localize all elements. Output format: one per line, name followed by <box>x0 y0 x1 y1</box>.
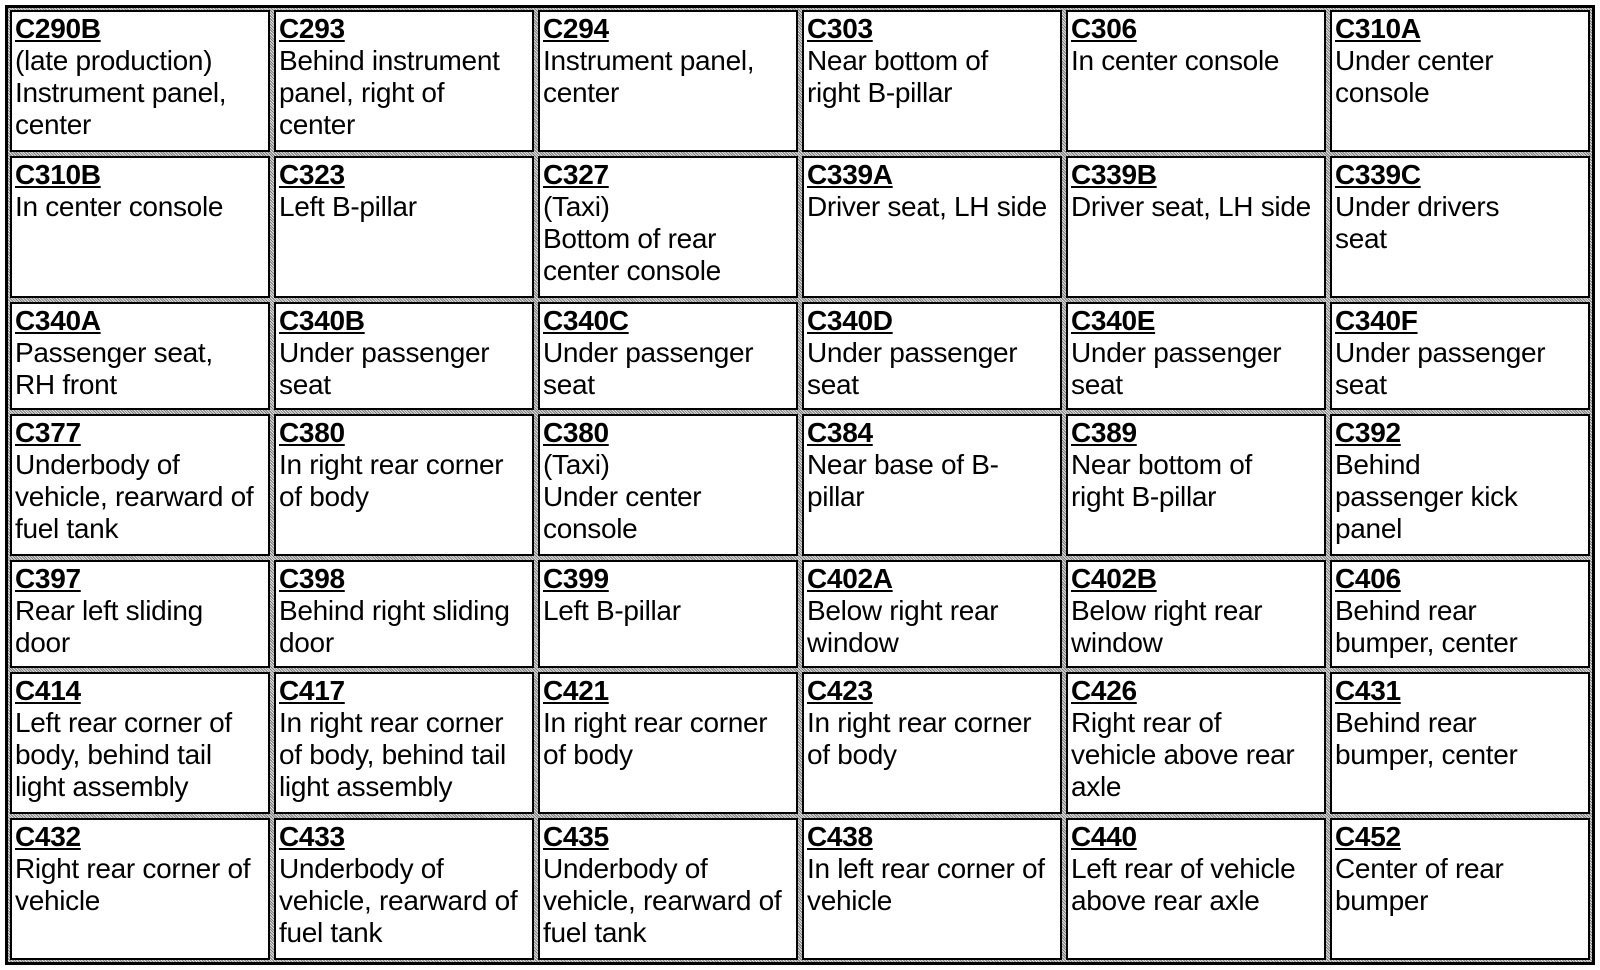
connector-location-line: axle <box>1071 771 1122 802</box>
connector-code: C377 <box>15 417 81 448</box>
table-cell <box>1330 414 1590 556</box>
connector-location-line: door <box>15 627 70 658</box>
table-cell <box>1066 672 1326 814</box>
connector-location-line: of body <box>279 481 369 512</box>
connector-location-line: Driver seat, LH side <box>807 191 1047 222</box>
connector-location-line: In right rear corner <box>279 449 504 480</box>
connector-location-line: Rear left sliding <box>15 595 203 626</box>
table-cell <box>802 818 1062 960</box>
connector-location-line: Instrument panel, <box>543 45 755 76</box>
connector-location-line: Right rear of <box>1071 707 1222 738</box>
connector-location-line: vehicle <box>807 885 893 916</box>
connector-location-line: fuel tank <box>543 917 647 948</box>
connector-location-line: Instrument panel, <box>15 77 227 108</box>
connector-location-line: bumper, center <box>1335 739 1518 770</box>
connector-location-line: In center console <box>15 191 224 222</box>
connector-location-line: console <box>543 513 638 544</box>
connector-location-line: Under passenger <box>807 337 1018 368</box>
connector-location-line: seat <box>1335 223 1387 254</box>
connector-location-line: In center console <box>1071 45 1280 76</box>
connector-code: C323 <box>279 159 345 190</box>
table-cell <box>1066 560 1326 668</box>
connector-location-line: light assembly <box>279 771 453 802</box>
connector-code: C402B <box>1071 563 1157 594</box>
connector-location-line: door <box>279 627 334 658</box>
connector-location-line: Under passenger <box>1071 337 1282 368</box>
connector-location-line: Left B-pillar <box>543 595 681 626</box>
connector-location-line: Center of rear <box>1335 853 1504 884</box>
connector-code: C380 <box>279 417 345 448</box>
connector-location-line: Under center <box>1335 45 1494 76</box>
connector-code: C340A <box>15 305 101 336</box>
table-cell <box>538 10 798 152</box>
table-cell <box>10 818 270 960</box>
connector-location-line: vehicle above rear <box>1071 739 1295 770</box>
connector-location-line: bumper <box>1335 885 1429 916</box>
connector-code: C310B <box>15 159 101 190</box>
table-cell <box>274 672 534 814</box>
table-cell <box>10 560 270 668</box>
connector-code: C339A <box>807 159 893 190</box>
connector-location-line: center <box>543 77 620 108</box>
connector-code: C306 <box>1071 13 1137 44</box>
connector-location-line: window <box>1071 627 1163 658</box>
connector-code: C294 <box>543 13 609 44</box>
connector-location-line: panel <box>1335 513 1403 544</box>
connector-location-line: Behind right sliding <box>279 595 510 626</box>
connector-code: C414 <box>15 675 81 706</box>
connector-location-line: Under passenger <box>279 337 490 368</box>
connector-location-line: Behind <box>1335 449 1421 480</box>
connector-code: C399 <box>543 563 609 594</box>
connector-location-line: Behind rear <box>1335 707 1477 738</box>
connector-code: C397 <box>15 563 81 594</box>
connector-location-line: vehicle, rearward of <box>543 885 782 916</box>
connector-location-line: Bottom of rear <box>543 223 717 254</box>
table-cell <box>538 672 798 814</box>
connector-location-line: Left B-pillar <box>279 191 417 222</box>
connector-code: C452 <box>1335 821 1401 852</box>
connector-location-line: Near bottom of <box>1071 449 1252 480</box>
table-cell <box>538 818 798 960</box>
connector-location-line: RH front <box>15 369 117 400</box>
connector-location-line: Under drivers <box>1335 191 1500 222</box>
connector-location-line: seat <box>1071 369 1123 400</box>
connector-location-line: Below right rear <box>807 595 999 626</box>
table-cell <box>1330 560 1590 668</box>
connector-location-line: vehicle, rearward of <box>279 885 518 916</box>
connector-location-line: Under center <box>543 481 702 512</box>
connector-code: C339C <box>1335 159 1421 190</box>
connector-code: C340C <box>543 305 629 336</box>
table-cell <box>802 672 1062 814</box>
connector-code: C339B <box>1071 159 1157 190</box>
connector-location-line: right B-pillar <box>807 77 953 108</box>
table-cell <box>1330 156 1590 298</box>
connector-location-line: console <box>1335 77 1430 108</box>
connector-location-line: window <box>807 627 899 658</box>
connector-location-line: Behind rear <box>1335 595 1477 626</box>
connector-code: C327 <box>543 159 609 190</box>
connector-location-line: of body <box>543 739 633 770</box>
connector-location-line: vehicle, rearward of <box>15 481 254 512</box>
table-cell <box>274 156 534 298</box>
connector-code: C440 <box>1071 821 1137 852</box>
table-cell <box>1066 818 1326 960</box>
connector-location-line: panel, right of <box>279 77 445 108</box>
connector-code: C310A <box>1335 13 1421 44</box>
connector-code: C398 <box>279 563 345 594</box>
connector-code: C423 <box>807 675 873 706</box>
connector-code: C340D <box>807 305 893 336</box>
connector-location-line: of body <box>807 739 897 770</box>
connector-code: C432 <box>15 821 81 852</box>
connector-code: C431 <box>1335 675 1401 706</box>
connector-code: C303 <box>807 13 873 44</box>
table-cell <box>802 414 1062 556</box>
connector-code: C389 <box>1071 417 1137 448</box>
connector-location-line: Near bottom of <box>807 45 988 76</box>
connector-location-line: seat <box>543 369 595 400</box>
table-cell <box>10 302 270 410</box>
table-cell <box>538 414 798 556</box>
table-cell <box>1066 156 1326 298</box>
connector-code: C293 <box>279 13 345 44</box>
connector-code: C380 <box>543 417 609 448</box>
table-cell <box>274 818 534 960</box>
table-cell <box>1330 302 1590 410</box>
connector-location-line: Underbody of <box>543 853 708 884</box>
connector-location-line: (Taxi) <box>543 191 610 222</box>
connector-location-line: fuel tank <box>15 513 119 544</box>
connector-code: C433 <box>279 821 345 852</box>
connector-location-line: pillar <box>807 481 865 512</box>
table-cell <box>802 560 1062 668</box>
table-cell <box>802 302 1062 410</box>
table-cell <box>10 414 270 556</box>
table-cell <box>538 560 798 668</box>
connector-location-line: of body, behind tail <box>279 739 506 770</box>
connector-location-line: seat <box>279 369 331 400</box>
connector-code: C421 <box>543 675 609 706</box>
connector-location-line: Underbody of <box>15 449 180 480</box>
table-cell <box>538 156 798 298</box>
table-cell <box>274 560 534 668</box>
connector-location-line: (Taxi) <box>543 449 610 480</box>
connector-location-line: right B-pillar <box>1071 481 1217 512</box>
connector-location-line: Below right rear <box>1071 595 1263 626</box>
connector-location-table <box>5 5 1595 965</box>
connector-code: C406 <box>1335 563 1401 594</box>
connector-location-line: Under passenger <box>543 337 754 368</box>
connector-location-line: seat <box>1335 369 1387 400</box>
table-cell <box>802 10 1062 152</box>
connector-location-line: center <box>279 109 356 140</box>
table-cell <box>1330 10 1590 152</box>
table-cell <box>1066 10 1326 152</box>
table-cell <box>1066 414 1326 556</box>
connector-location-line: center <box>15 109 92 140</box>
connector-location-line: Passenger seat, <box>15 337 213 368</box>
connector-location-line: Right rear corner of <box>15 853 251 884</box>
connector-location-line: center console <box>543 255 721 286</box>
table-cell <box>10 156 270 298</box>
connector-code: C438 <box>807 821 873 852</box>
connector-location-line: Driver seat, LH side <box>1071 191 1311 222</box>
connector-code: C290B <box>15 13 101 44</box>
connector-location-line: vehicle <box>15 885 101 916</box>
connector-code: C392 <box>1335 417 1401 448</box>
table-cell <box>274 10 534 152</box>
table-cell <box>1330 818 1590 960</box>
connector-location-line: Left rear of vehicle <box>1071 853 1296 884</box>
table-cell <box>1330 672 1590 814</box>
connector-location-line: Behind instrument <box>279 45 500 76</box>
connector-code: C435 <box>543 821 609 852</box>
connector-code: C402A <box>807 563 893 594</box>
table-cell <box>802 156 1062 298</box>
connector-code: C340B <box>279 305 365 336</box>
connector-location-line: Left rear corner of <box>15 707 232 738</box>
table-cell <box>1066 302 1326 410</box>
connector-code: C340F <box>1335 305 1418 336</box>
connector-location-line: light assembly <box>15 771 189 802</box>
connector-location-line: (late production) <box>15 45 213 76</box>
connector-code: C384 <box>807 417 873 448</box>
connector-location-line: In right rear corner <box>807 707 1032 738</box>
connector-code: C426 <box>1071 675 1137 706</box>
connector-location-line: seat <box>807 369 859 400</box>
connector-location-line: In left rear corner of <box>807 853 1045 884</box>
connector-code: C417 <box>279 675 345 706</box>
connector-code: C340E <box>1071 305 1156 336</box>
table-cell <box>10 672 270 814</box>
table-cell <box>274 414 534 556</box>
table-cell <box>538 302 798 410</box>
connector-location-line: In right rear corner <box>279 707 504 738</box>
connector-location-line: In right rear corner <box>543 707 768 738</box>
connector-location-line: Underbody of <box>279 853 444 884</box>
connector-location-line: passenger kick <box>1335 481 1518 512</box>
connector-location-line: Near base of B- <box>807 449 999 480</box>
connector-location-line: bumper, center <box>1335 627 1518 658</box>
connector-location-line: above rear axle <box>1071 885 1260 916</box>
connector-location-line: Under passenger <box>1335 337 1546 368</box>
table-cell <box>274 302 534 410</box>
table-cell <box>10 10 270 152</box>
connector-location-line: body, behind tail <box>15 739 212 770</box>
connector-location-line: fuel tank <box>279 917 383 948</box>
